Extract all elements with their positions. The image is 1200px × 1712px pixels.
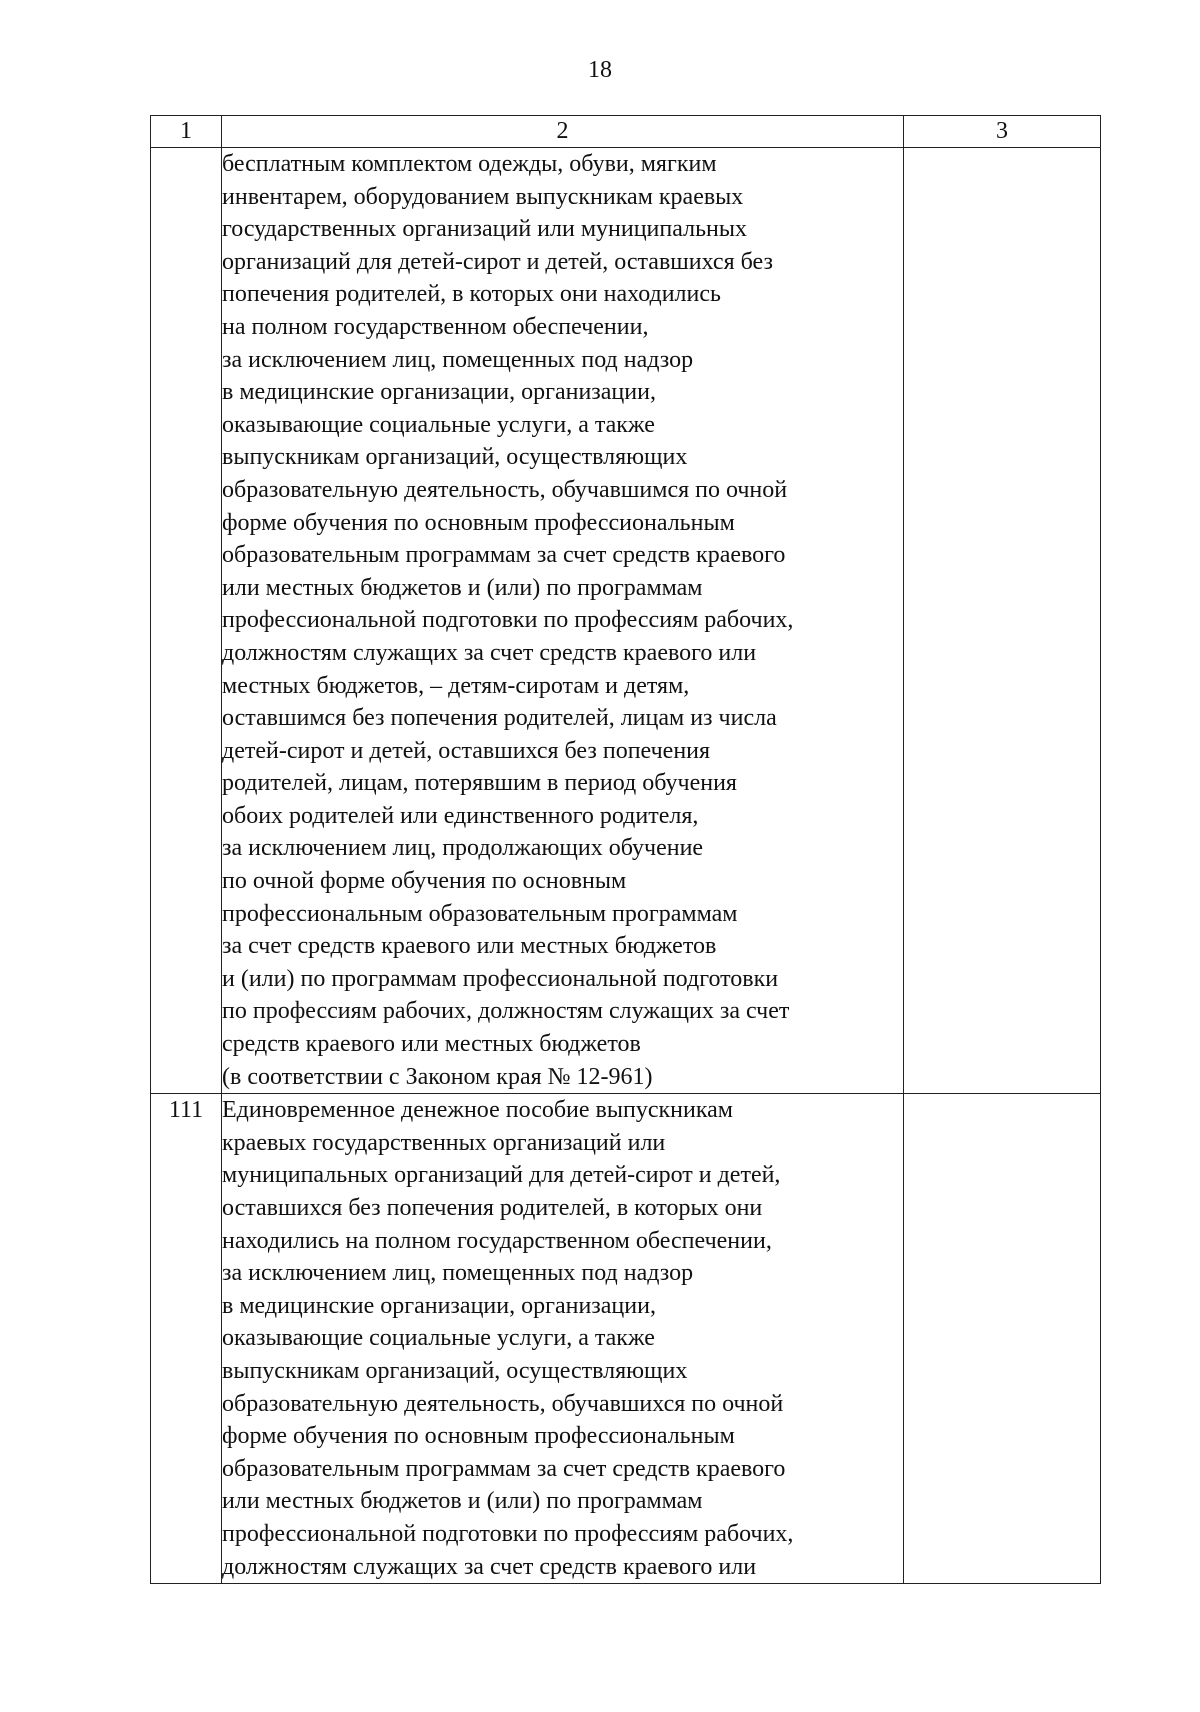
text-line: образовательную деятельность, обучавшихся по очной	[222, 1390, 784, 1417]
table-row	[151, 1094, 1101, 1584]
text-line: должностям служащих за счет средств краевого или	[222, 639, 757, 666]
column-header-2: 2	[222, 116, 904, 148]
page-number: 18	[588, 57, 612, 83]
text-line: Единовременное денежное пособие выпускникам	[222, 1097, 733, 1124]
text-line: должностям служащих за счет средств краевого или	[222, 1553, 757, 1580]
text-line: за исключением лиц, помещенных под надзор	[222, 1260, 694, 1287]
text-line: государственных организаций или муниципальных	[222, 216, 747, 243]
text-line: выпускникам организаций, осуществляющих	[222, 444, 688, 471]
row-number-cell	[151, 148, 222, 1094]
text-line: образовательным программам за счет средств краевого	[222, 542, 786, 569]
text-line: или местных бюджетов и (или) по программам	[222, 1488, 703, 1515]
text-line: находились на полном государственном обеспечении,	[222, 1227, 772, 1254]
text-line: организаций для детей-сирот и детей, оставшихся без	[222, 248, 773, 275]
row-number-cell: 111	[151, 1094, 222, 1584]
table-row	[151, 148, 1101, 1094]
text-line: или местных бюджетов и (или) по программам	[222, 574, 703, 601]
text-line: профессиональным образовательным программам	[222, 900, 738, 927]
text-line: по профессиям рабочих, должностям служащих за счет	[222, 998, 790, 1025]
text-line: детей-сирот и детей, оставшихся без попечения	[222, 737, 711, 764]
row-col3-cell	[904, 1094, 1101, 1584]
text-line: образовательную деятельность, обучавшимся по очной	[222, 476, 788, 503]
text-line: родителей, лицам, потерявшим в период обучения	[222, 770, 737, 797]
text-line: краевых государственных организаций или	[222, 1129, 666, 1156]
text-line: инвентарем, оборудованием выпускникам краевых	[222, 183, 744, 210]
text-line: средств краевого или местных бюджетов	[222, 1031, 641, 1058]
document-table	[150, 115, 1101, 1584]
column-header-3: 3	[904, 116, 1101, 148]
text-line: на полном государственном обеспечении,	[222, 313, 649, 340]
text-line: бесплатным комплектом одежды, обуви, мягким	[222, 151, 717, 177]
text-line: обоих родителей или единственного родителя,	[222, 802, 699, 829]
text-line: (в соответствии с Законом края № 12-961)	[222, 1063, 653, 1090]
text-line: и (или) по программам профессиональной подготовки	[222, 965, 779, 992]
table-header-row	[151, 116, 1101, 148]
text-line: оставшимся без попечения родителей, лицам из числа	[222, 705, 777, 732]
row-description-cell	[222, 148, 904, 1094]
text-line: форме обучения по основным профессиональным	[222, 1423, 735, 1450]
text-line: выпускникам организаций, осуществляющих	[222, 1357, 688, 1384]
row-col3-cell	[904, 148, 1101, 1094]
text-line: за счет средств краевого или местных бюджетов	[222, 933, 717, 960]
text-line: в медицинские организации, организации,	[222, 379, 656, 406]
text-line: оставшихся без попечения родителей, в которых они	[222, 1195, 763, 1221]
text-line: в медицинские организации, организации,	[222, 1292, 656, 1319]
text-line: по очной форме обучения по основным	[222, 868, 627, 895]
text-line: профессиональной подготовки по профессиям рабочих,	[222, 607, 794, 634]
column-header-1: 1	[151, 116, 222, 148]
text-line: оказывающие социальные услуги, а также	[222, 1325, 655, 1352]
text-line: попечения родителей, в которых они находились	[222, 281, 721, 308]
text-line: профессиональной подготовки по профессиям рабочих,	[222, 1520, 794, 1547]
text-line: образовательным программам за счет средств краевого	[222, 1455, 786, 1482]
row-description-cell	[222, 1094, 904, 1584]
text-line: муниципальных организаций для детей-сирот и детей,	[222, 1162, 781, 1189]
text-line: форме обучения по основным профессиональным	[222, 509, 735, 536]
text-line: за исключением лиц, продолжающих обучение	[222, 835, 704, 862]
text-line: местных бюджетов, – детям-сиротам и детям,	[222, 672, 690, 699]
text-line: оказывающие социальные услуги, а также	[222, 411, 655, 438]
text-line: за исключением лиц, помещенных под надзор	[222, 346, 694, 373]
